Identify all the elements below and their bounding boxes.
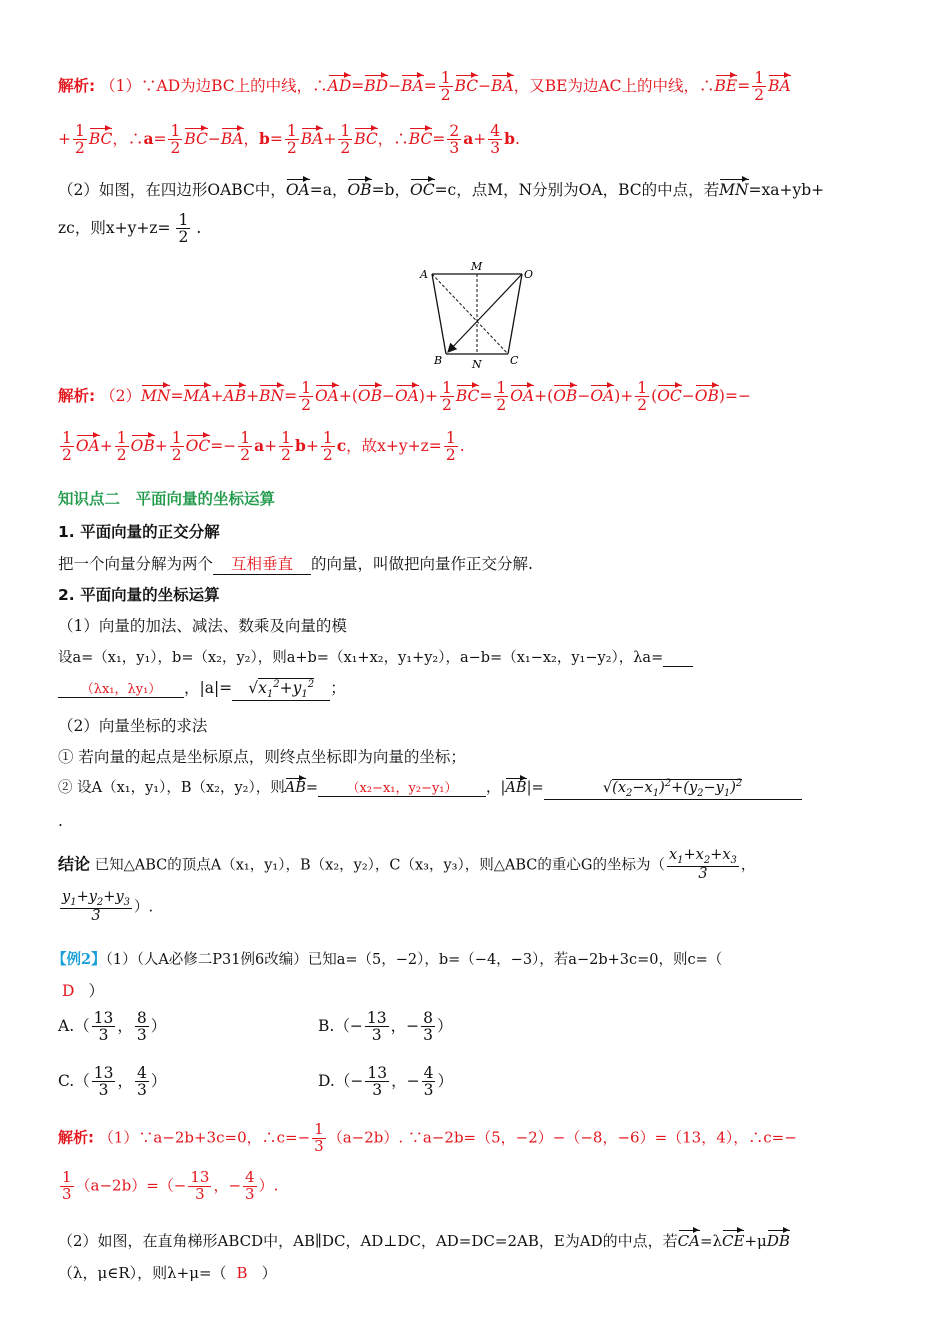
quadrilateral-diagram — [412, 258, 542, 370]
question-2-line-1: （2）如图，在四边形OABC中，OA=a，OB=b，OC=c，点M，N分别为OA，BC的中点，若MN=xa+yb+ — [58, 181, 825, 199]
example-2-answer-line: D ） — [58, 979, 104, 1001]
formula-line-1: 设a=（x₁，y₁），b=（x₂，y₂），则a+b=（x₁+x₂，y₁+y₂），a−b=（x₁−x₂，y₁−y₂），λa= — [58, 646, 693, 667]
point-B: B — [434, 354, 443, 367]
point-A: A — [420, 268, 428, 281]
option-B[interactable]: B.（− $\frac{13}{3}$ ，− $\frac{8}{3}$ ） — [318, 1009, 453, 1045]
point-M: M — [471, 260, 483, 273]
solution-2-line-1: 解析: （2）MN=MA+AB+BN= $\frac{1}{2}$ OA+(OB−OA)+ $\frac{1}{2}$ BC= $\frac{1}{2}$ OA+(OB−OA)+ $\frac{1}{2}$ (OC−OB)=− — [58, 379, 751, 415]
option-A[interactable]: A.（ $\frac{13}{3}$ ， $\frac{8}{3}$ ） — [58, 1009, 167, 1045]
fill-blank-2: （λx₁，λy₁） — [58, 678, 184, 698]
conclusion-line-1: 结论 已知△ABC的顶点A（x₁，y₁），B（x₂，y₂），C（x₃，y₃），则△ABC的重心G的坐标为（ $\frac{x_1+x_2+x_3}{3}$ ， — [58, 847, 756, 883]
example-2-line-1: 【例2】（1）（人A必修二P31例6改编）已知a=（5，−2），b=（−4，−3），若a−2b+3c=0，则c=（ — [52, 951, 723, 968]
option-D[interactable]: D.（− $\frac{13}{3}$ ，− $\frac{4}{3}$ ） — [318, 1064, 453, 1100]
fill-blank-3: （x₂−x₁，y₂−y₁） — [318, 777, 486, 797]
subheading-1: （1）向量的加法、减法、数乘及向量的模 — [58, 617, 347, 635]
point-O: O — [524, 268, 534, 281]
solution-label: 解析: — [58, 76, 96, 95]
rule-2: ② 设A（x₁，y₁），B（x₂，y₂），则AB= （x₂−x₁，y₂−y₁） ，$|AB|= √(x_2-x_1)^2+(y_2-y_1)^2$ — [58, 776, 802, 800]
solution-1-line-2: + $\frac{1}{2}$ BC，∴a= $\frac{1}{2}$ BC−BA，b= $\frac{1}{2}$ BA+ $\frac{1}{2}$ BC，∴BC= $\frac{2}{3}$ a+ $\frac{4}{3}$ b. — [58, 122, 520, 158]
example-2-answer: D — [62, 982, 75, 1000]
rule-1: ① 若向量的起点是坐标原点，则终点坐标即为向量的坐标； — [58, 748, 466, 766]
solution-3-line-1: 解析: （1）∵a−2b+3c=0，∴c=− $\frac{1}{3}$ （a−2b）. ∵a−2b=（5，−2）−（−8，−6）=（13，4），∴c=− — [58, 1120, 797, 1155]
heading-2: 2. 平面向量的坐标运算 — [58, 586, 220, 604]
formula-line-2: （λx₁，λy₁） ，$|a|= √x_1^2+y_1^2$ ； — [58, 676, 346, 701]
dot: . — [58, 812, 63, 830]
section-title: 知识点二 平面向量的坐标运算 — [58, 490, 276, 508]
example-2-q2-line-1: （2）如图，在直角梯形ABCD中，AB∥DC，AD⊥DC，AD=DC=2AB，E为AD的中点，若CA=λCE+μDB — [58, 1232, 790, 1250]
solution-2-line-2: $\frac{1}{2}$ OA+ $\frac{1}{2}$ OB+ $\frac{1}{2}$ OC=− $\frac{1}{2}$ a+ $\frac{1}{2}$ b+ $\frac{1}{2}$ c，故x+y+z= $\frac{1}{2}$ . — [62, 429, 465, 465]
paragraph-1: 把一个向量分解为两个 互相垂直 的向量，叫做把向量作正交分解. — [58, 552, 533, 575]
example-2-q2-answer: B — [236, 1264, 248, 1282]
solution-1-text-a: （1）∵AD为边BC上的中线，∴ — [100, 76, 328, 95]
solution-1-text-b: ，又BE为边AC上的中线，∴ — [513, 76, 715, 95]
point-N: N — [472, 358, 482, 370]
example-2-q2-line-2: （λ，μ∈R），则λ+μ=（ B ） — [58, 1264, 277, 1282]
solution-3-line-2: $\frac{1}{3}$ （a−2b）=（− $\frac{13}{3}$ ，− $\frac{4}{3}$ ）. — [62, 1168, 279, 1203]
solution-1-line-1: 解析: （1）∵AD为边BC上的中线，∴AD=BD−BA= $\frac{1}{2}$ BC−BA，又BE为边AC上的中线，∴BE= $\frac{1}{2}$ BA — [58, 69, 791, 105]
conclusion-line-2: $\frac{y_1+y_2+y_3}{3}$ ）. — [62, 889, 154, 925]
example-tag: 【例2】 — [52, 951, 106, 968]
fill-blank-1: 互相垂直 — [213, 552, 311, 575]
question-2-line-2: zc，则x+y+z= $\frac{1}{2}$ . — [58, 211, 202, 247]
subheading-2: （2）向量坐标的求法 — [58, 717, 208, 735]
heading-1: 1. 平面向量的正交分解 — [58, 523, 220, 541]
option-C[interactable]: C.（ $\frac{13}{3}$ ， $\frac{4}{3}$ ） — [58, 1064, 167, 1100]
point-C: C — [510, 354, 519, 367]
